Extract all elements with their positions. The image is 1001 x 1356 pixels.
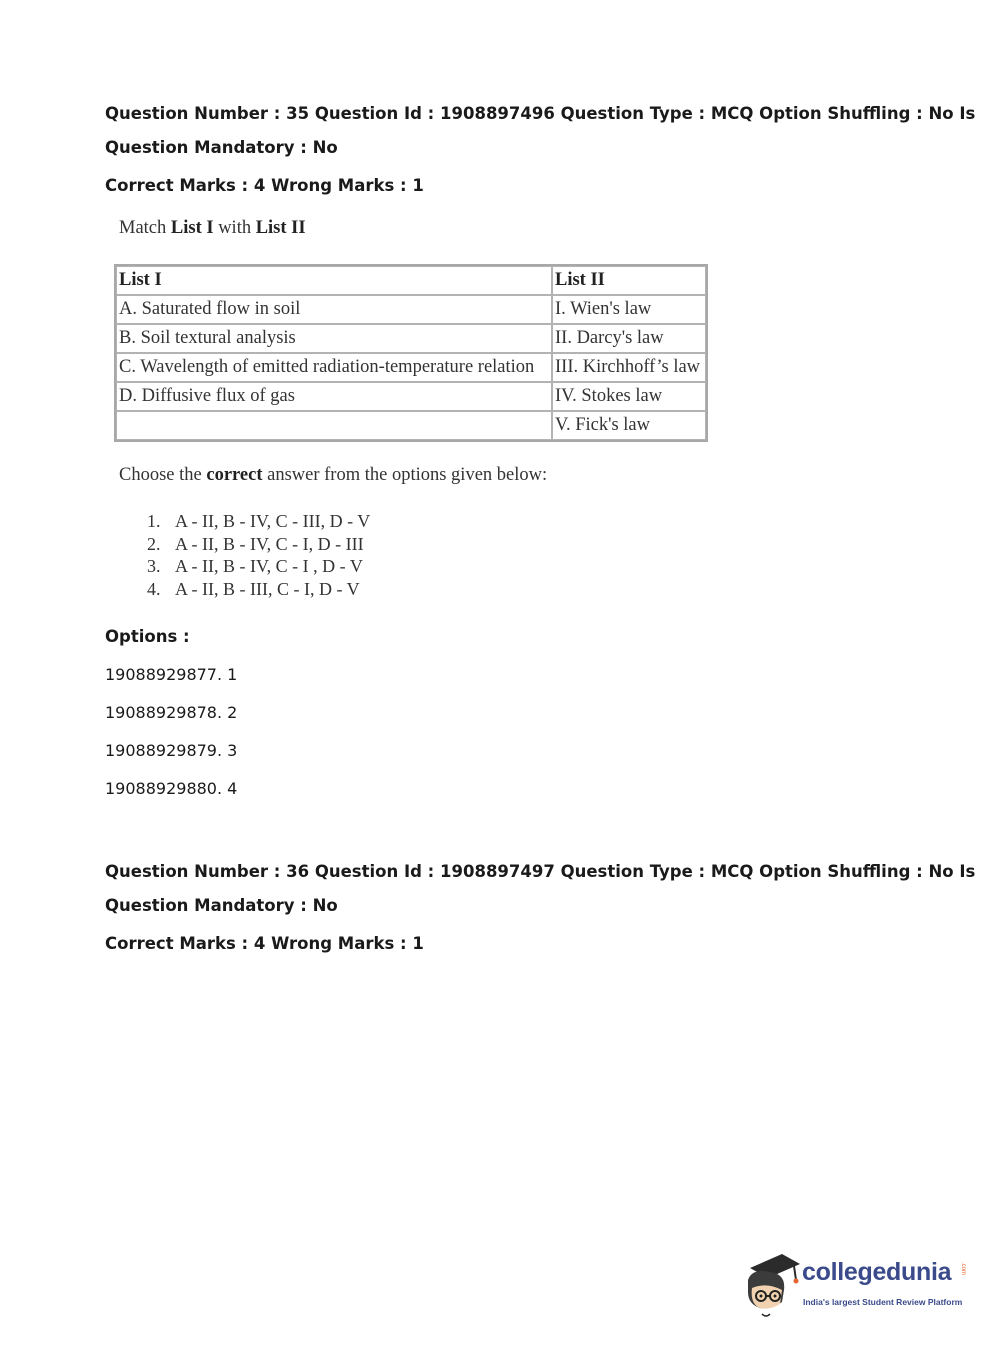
answer-choice: 2. A - II, B - IV, C - I, D - III [147,533,364,554]
table-row [116,353,706,382]
q35-marks: Correct Marks : 4 Wrong Marks : 1 [105,176,424,195]
option-item: 19088929877. 1 [105,665,238,684]
option-item: 19088929878. 2 [105,703,238,722]
q35-header-line1: Question Number : 35 Question Id : 1908897496 Question Type : MCQ Option Shuffling : No Is [105,104,976,123]
table-row [116,382,706,411]
choose-instruction: Choose the correct answer from the options given below: [119,465,548,485]
option-item: 19088929879. 3 [105,741,238,760]
q36-header-line1: Question Number : 36 Question Id : 1908897497 Question Type : MCQ Option Shuffling : No Is [105,862,976,881]
match-instruction: Match List I with List II [119,218,306,238]
table-row [116,324,706,353]
table-cell: A. Saturated flow in soil [116,295,552,324]
table-header-row [116,266,706,295]
table-cell: II. Darcy's law [552,324,706,353]
table-row [116,295,706,324]
table-cell: C. Wavelength of emitted radiation-temperature relation [116,353,552,382]
match-table [114,264,708,442]
options-label: Options : [105,627,190,646]
table-cell: I. Wien's law [552,295,706,324]
q36-header-line2: Question Mandatory : No [105,896,338,915]
table-cell: IV. Stokes law [552,382,706,411]
table-cell: D. Diffusive flux of gas [116,382,552,411]
answer-choice-list [147,510,370,601]
table-header-list2: List II [552,266,706,295]
mascot-icon [742,1250,802,1320]
brand-tagline: India's largest Student Review Platform [803,1297,963,1307]
brand-name: collegedunia [802,1258,952,1286]
q36-marks: Correct Marks : 4 Wrong Marks : 1 [105,934,424,953]
collegedunia-logo [742,1250,972,1320]
table-cell: III. Kirchhoff’s law [552,353,706,382]
brand-com: .com [960,1262,966,1276]
table-cell: V. Fick's law [552,411,706,440]
table-cell: B. Soil textural analysis [116,324,552,353]
answer-choice: 3. A - II, B - IV, C - I , D - V [147,556,363,577]
answer-choice: 4. A - II, B - III, C - I, D - V [147,579,360,600]
answer-choice: 1. A - II, B - IV, C - III, D - V [147,511,371,531]
table-cell [116,411,552,440]
option-item: 19088929880. 4 [105,779,238,798]
q35-header-line2: Question Mandatory : No [105,138,338,157]
table-header-list1: List I [116,266,552,295]
table-row [116,411,706,440]
